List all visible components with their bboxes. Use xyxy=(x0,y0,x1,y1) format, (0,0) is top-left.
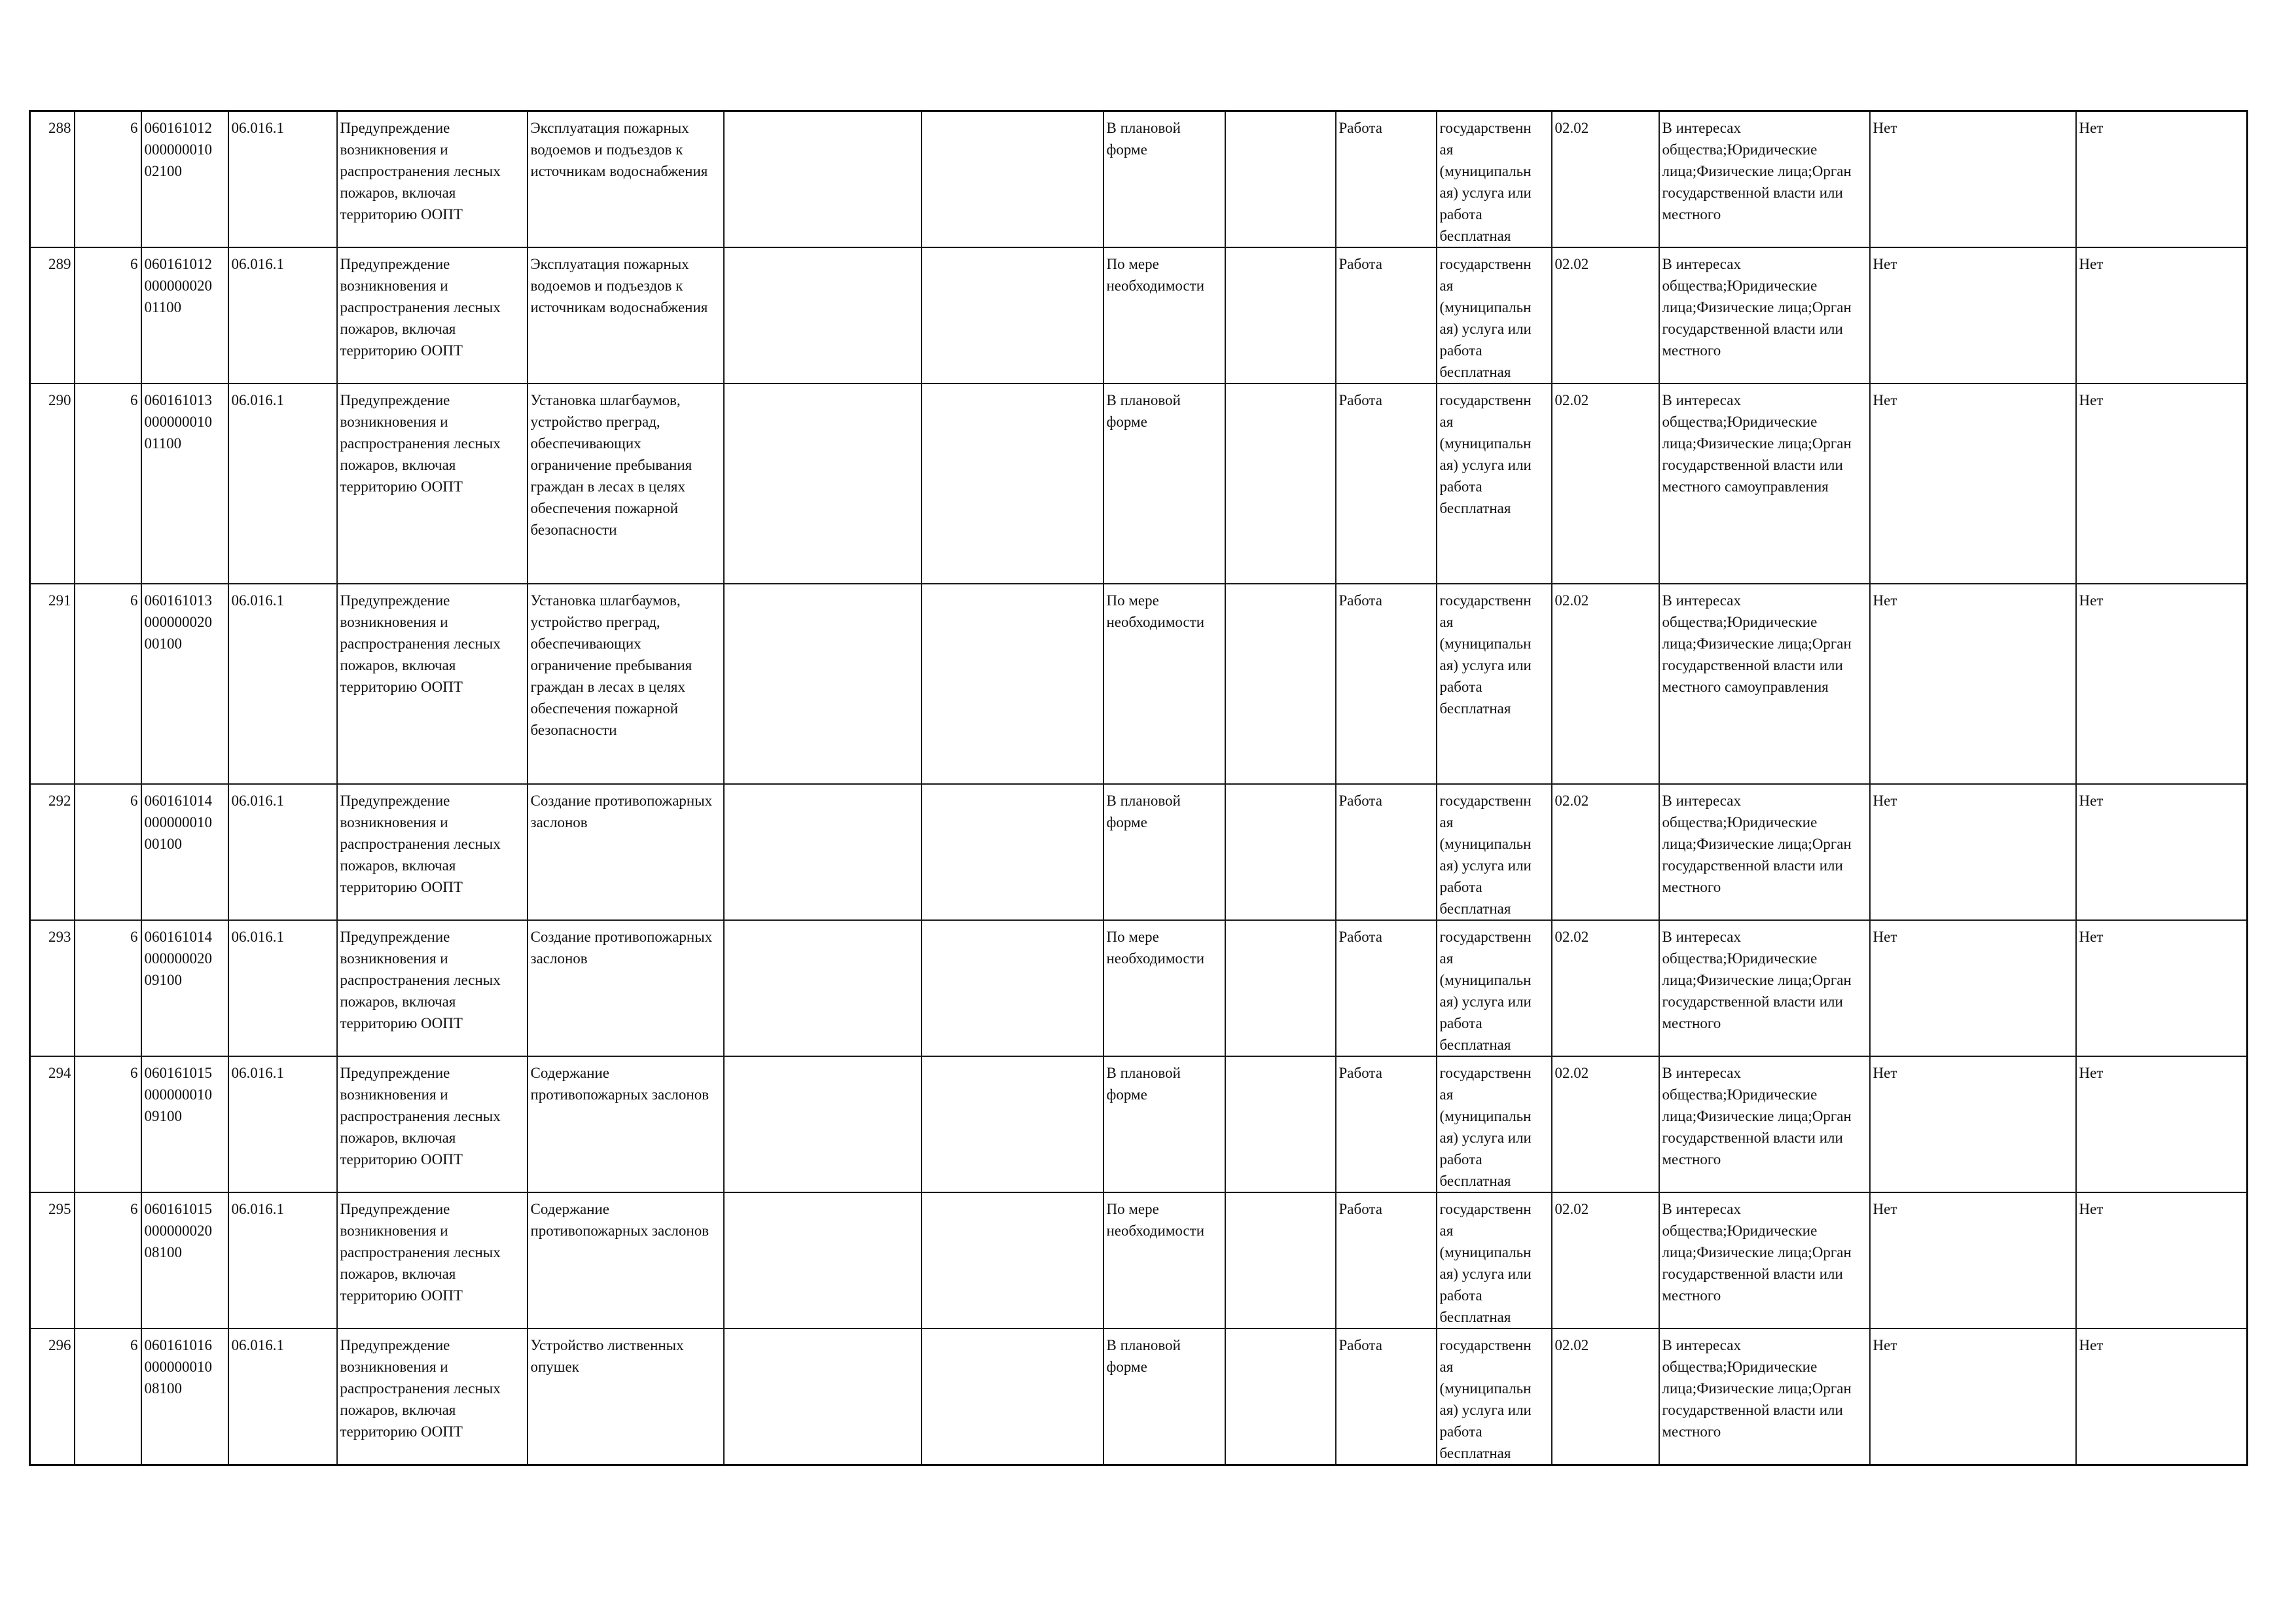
payment-cell: государственн ая (муниципальн ая) услуга или работа бесплатная xyxy=(1437,1056,1552,1192)
flag-cell: Нет xyxy=(2076,383,2248,584)
blank-cell xyxy=(1225,1192,1336,1329)
blank-cell xyxy=(922,247,1103,383)
blank-cell xyxy=(922,383,1103,584)
blank-cell xyxy=(724,784,922,920)
type-cell: Работа xyxy=(1336,584,1437,784)
service-code-cell: 060161013 000000010 01100 xyxy=(141,383,228,584)
payment-cell: государственн ая (муниципальн ая) услуга или работа бесплатная xyxy=(1437,1329,1552,1465)
work-content-cell: Содержание противопожарных заслонов xyxy=(528,1192,724,1329)
service-name-cell: Предупреждение возникновения и распространения лесных пожаров, включая территорию ООПТ xyxy=(337,1329,528,1465)
section-cell: 6 xyxy=(75,920,141,1056)
service-name-cell: Предупреждение возникновения и распространения лесных пожаров, включая территорию ООПТ xyxy=(337,1192,528,1329)
service-name-cell: Предупреждение возникновения и распространения лесных пожаров, включая территорию ООПТ xyxy=(337,111,528,248)
flag-cell: Нет xyxy=(1870,247,2076,383)
table-row xyxy=(30,1056,2248,1192)
row-number-cell: 296 xyxy=(30,1329,75,1465)
provision-form-cell: В плановой форме xyxy=(1103,1056,1225,1192)
table-row xyxy=(30,383,2248,584)
type-cell: Работа xyxy=(1336,383,1437,584)
table-row xyxy=(30,920,2248,1056)
provision-form-cell: В плановой форме xyxy=(1103,111,1225,248)
blank-cell xyxy=(1225,1329,1336,1465)
section-cell: 6 xyxy=(75,383,141,584)
blank-cell xyxy=(724,1192,922,1329)
flag-cell: Нет xyxy=(1870,784,2076,920)
payment-cell: государственн ая (муниципальн ая) услуга или работа бесплатная xyxy=(1437,247,1552,383)
provision-form-cell: В плановой форме xyxy=(1103,383,1225,584)
work-content-cell: Создание противопожарных заслонов xyxy=(528,920,724,1056)
type-cell: Работа xyxy=(1336,1329,1437,1465)
okved-code-cell: 06.016.1 xyxy=(228,584,337,784)
blank-cell xyxy=(1225,111,1336,248)
consumers-cell: В интересах общества;Юридические лица;Физические лица;Орган государственной власти или местного xyxy=(1659,247,1870,383)
row-number-cell: 293 xyxy=(30,920,75,1056)
okved-code-cell: 06.016.1 xyxy=(228,111,337,248)
type-cell: Работа xyxy=(1336,784,1437,920)
section-cell: 6 xyxy=(75,1056,141,1192)
service-code-cell: 060161012 000000020 01100 xyxy=(141,247,228,383)
blank-cell xyxy=(724,383,922,584)
work-content-cell: Установка шлагбаумов, устройство преград, обеспечивающих ограничение пребывания граждан в лесах в целях обеспечения пожарной безопасности xyxy=(528,584,724,784)
okved-code-cell: 06.016.1 xyxy=(228,247,337,383)
row-number-cell: 288 xyxy=(30,111,75,248)
blank-cell xyxy=(922,1192,1103,1329)
blank-cell xyxy=(922,1056,1103,1192)
registry-table xyxy=(29,110,2248,1466)
provision-form-cell: В плановой форме xyxy=(1103,784,1225,920)
section-cell: 6 xyxy=(75,784,141,920)
consumers-cell: В интересах общества;Юридические лица;Физические лица;Орган государственной власти или местного xyxy=(1659,111,1870,248)
type-cell: Работа xyxy=(1336,111,1437,248)
payment-cell: государственн ая (муниципальн ая) услуга или работа бесплатная xyxy=(1437,383,1552,584)
flag-cell: Нет xyxy=(2076,1192,2248,1329)
service-name-cell: Предупреждение возникновения и распространения лесных пожаров, включая территорию ООПТ xyxy=(337,247,528,383)
section-cell: 6 xyxy=(75,584,141,784)
okved-code-cell: 06.016.1 xyxy=(228,784,337,920)
blank-cell xyxy=(922,1329,1103,1465)
okved-code-cell: 06.016.1 xyxy=(228,1329,337,1465)
classifier-code-cell: 02.02 xyxy=(1552,1192,1659,1329)
service-name-cell: Предупреждение возникновения и распространения лесных пожаров, включая территорию ООПТ xyxy=(337,920,528,1056)
table-row xyxy=(30,111,2248,248)
blank-cell xyxy=(724,1056,922,1192)
row-number-cell: 294 xyxy=(30,1056,75,1192)
blank-cell xyxy=(724,584,922,784)
flag-cell: Нет xyxy=(2076,1329,2248,1465)
blank-cell xyxy=(724,1329,922,1465)
section-cell: 6 xyxy=(75,1192,141,1329)
service-code-cell: 060161013 000000020 00100 xyxy=(141,584,228,784)
service-name-cell: Предупреждение возникновения и распространения лесных пожаров, включая территорию ООПТ xyxy=(337,784,528,920)
flag-cell: Нет xyxy=(2076,111,2248,248)
consumers-cell: В интересах общества;Юридические лица;Физические лица;Орган государственной власти или местного самоуправления xyxy=(1659,383,1870,584)
blank-cell xyxy=(724,920,922,1056)
blank-cell xyxy=(1225,247,1336,383)
flag-cell: Нет xyxy=(1870,920,2076,1056)
flag-cell: Нет xyxy=(2076,584,2248,784)
blank-cell xyxy=(724,247,922,383)
blank-cell xyxy=(1225,784,1336,920)
service-code-cell: 060161014 000000020 09100 xyxy=(141,920,228,1056)
consumers-cell: В интересах общества;Юридические лица;Физические лица;Орган государственной власти или местного xyxy=(1659,1056,1870,1192)
service-name-cell: Предупреждение возникновения и распространения лесных пожаров, включая территорию ООПТ xyxy=(337,1056,528,1192)
work-content-cell: Устройство лиственных опушек xyxy=(528,1329,724,1465)
flag-cell: Нет xyxy=(2076,1056,2248,1192)
registry-rows xyxy=(30,111,2248,1465)
work-content-cell: Эксплуатация пожарных водоемов и подъездов к источникам водоснабжения xyxy=(528,247,724,383)
blank-cell xyxy=(922,111,1103,248)
classifier-code-cell: 02.02 xyxy=(1552,1056,1659,1192)
flag-cell: Нет xyxy=(1870,1056,2076,1192)
blank-cell xyxy=(1225,1056,1336,1192)
consumers-cell: В интересах общества;Юридические лица;Физические лица;Орган государственной власти или местного xyxy=(1659,920,1870,1056)
okved-code-cell: 06.016.1 xyxy=(228,1056,337,1192)
work-content-cell: Эксплуатация пожарных водоемов и подъездов к источникам водоснабжения xyxy=(528,111,724,248)
section-cell: 6 xyxy=(75,1329,141,1465)
blank-cell xyxy=(922,584,1103,784)
flag-cell: Нет xyxy=(1870,383,2076,584)
table-row xyxy=(30,247,2248,383)
service-name-cell: Предупреждение возникновения и распространения лесных пожаров, включая территорию ООПТ xyxy=(337,383,528,584)
provision-form-cell: По мере необходимости xyxy=(1103,920,1225,1056)
payment-cell: государственн ая (муниципальн ая) услуга или работа бесплатная xyxy=(1437,784,1552,920)
type-cell: Работа xyxy=(1336,1192,1437,1329)
payment-cell: государственн ая (муниципальн ая) услуга или работа бесплатная xyxy=(1437,584,1552,784)
okved-code-cell: 06.016.1 xyxy=(228,383,337,584)
table-row xyxy=(30,784,2248,920)
classifier-code-cell: 02.02 xyxy=(1552,383,1659,584)
provision-form-cell: По мере необходимости xyxy=(1103,247,1225,383)
classifier-code-cell: 02.02 xyxy=(1552,584,1659,784)
payment-cell: государственн ая (муниципальн ая) услуга или работа бесплатная xyxy=(1437,1192,1552,1329)
blank-cell xyxy=(724,111,922,248)
section-cell: 6 xyxy=(75,247,141,383)
service-code-cell: 060161014 000000010 00100 xyxy=(141,784,228,920)
provision-form-cell: По мере необходимости xyxy=(1103,584,1225,784)
consumers-cell: В интересах общества;Юридические лица;Физические лица;Орган государственной власти или местного xyxy=(1659,1329,1870,1465)
service-code-cell: 060161015 000000010 09100 xyxy=(141,1056,228,1192)
okved-code-cell: 06.016.1 xyxy=(228,1192,337,1329)
classifier-code-cell: 02.02 xyxy=(1552,111,1659,248)
section-cell: 6 xyxy=(75,111,141,248)
flag-cell: Нет xyxy=(1870,111,2076,248)
flag-cell: Нет xyxy=(1870,1329,2076,1465)
row-number-cell: 289 xyxy=(30,247,75,383)
table-row xyxy=(30,1329,2248,1465)
payment-cell: государственн ая (муниципальн ая) услуга или работа бесплатная xyxy=(1437,111,1552,248)
service-code-cell: 060161012 000000010 02100 xyxy=(141,111,228,248)
blank-cell xyxy=(922,784,1103,920)
blank-cell xyxy=(922,920,1103,1056)
work-content-cell: Установка шлагбаумов, устройство преград, обеспечивающих ограничение пребывания граждан в лесах в целях обеспечения пожарной безопасности xyxy=(528,383,724,584)
provision-form-cell: По мере необходимости xyxy=(1103,1192,1225,1329)
row-number-cell: 295 xyxy=(30,1192,75,1329)
flag-cell: Нет xyxy=(2076,247,2248,383)
classifier-code-cell: 02.02 xyxy=(1552,784,1659,920)
work-content-cell: Создание противопожарных заслонов xyxy=(528,784,724,920)
registry-sheet xyxy=(29,110,2248,1466)
flag-cell: Нет xyxy=(1870,584,2076,784)
service-name-cell: Предупреждение возникновения и распространения лесных пожаров, включая территорию ООПТ xyxy=(337,584,528,784)
type-cell: Работа xyxy=(1336,247,1437,383)
row-number-cell: 291 xyxy=(30,584,75,784)
type-cell: Работа xyxy=(1336,920,1437,1056)
row-number-cell: 292 xyxy=(30,784,75,920)
classifier-code-cell: 02.02 xyxy=(1552,920,1659,1056)
table-row xyxy=(30,584,2248,784)
service-code-cell: 060161015 000000020 08100 xyxy=(141,1192,228,1329)
payment-cell: государственн ая (муниципальн ая) услуга или работа бесплатная xyxy=(1437,920,1552,1056)
row-number-cell: 290 xyxy=(30,383,75,584)
classifier-code-cell: 02.02 xyxy=(1552,247,1659,383)
flag-cell: Нет xyxy=(2076,784,2248,920)
consumers-cell: В интересах общества;Юридические лица;Физические лица;Орган государственной власти или местного самоуправления xyxy=(1659,584,1870,784)
flag-cell: Нет xyxy=(1870,1192,2076,1329)
work-content-cell: Содержание противопожарных заслонов xyxy=(528,1056,724,1192)
type-cell: Работа xyxy=(1336,1056,1437,1192)
provision-form-cell: В плановой форме xyxy=(1103,1329,1225,1465)
blank-cell xyxy=(1225,920,1336,1056)
service-code-cell: 060161016 000000010 08100 xyxy=(141,1329,228,1465)
blank-cell xyxy=(1225,584,1336,784)
consumers-cell: В интересах общества;Юридические лица;Физические лица;Орган государственной власти или местного xyxy=(1659,1192,1870,1329)
classifier-code-cell: 02.02 xyxy=(1552,1329,1659,1465)
flag-cell: Нет xyxy=(2076,920,2248,1056)
okved-code-cell: 06.016.1 xyxy=(228,920,337,1056)
consumers-cell: В интересах общества;Юридические лица;Физические лица;Орган государственной власти или местного xyxy=(1659,784,1870,920)
table-row xyxy=(30,1192,2248,1329)
blank-cell xyxy=(1225,383,1336,584)
